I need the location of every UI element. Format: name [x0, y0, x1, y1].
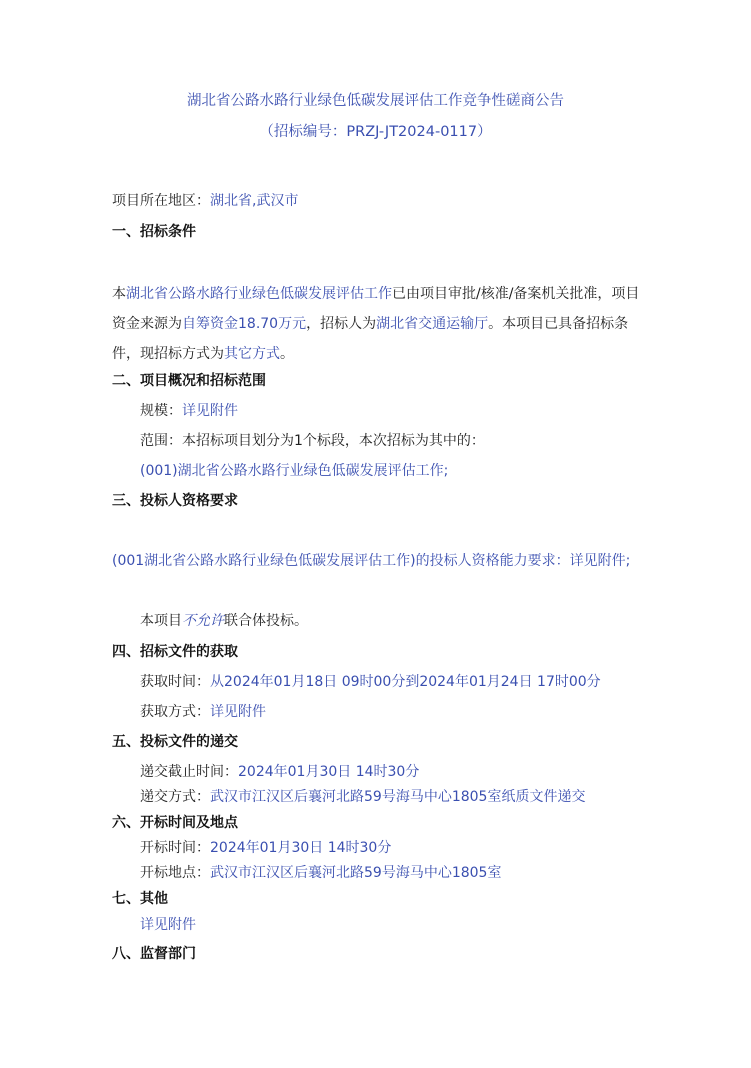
- tenderer: 湖北省交通运输厅: [376, 316, 489, 332]
- opening-time-value: 2024年01月30日 14时30分: [210, 840, 392, 856]
- section-heading-7: 七、其他: [112, 891, 168, 907]
- section-heading-2: 二、项目概况和招标范围: [112, 373, 266, 389]
- deadline-line: [140, 762, 419, 782]
- section-heading-5: 五、投标文件的递交: [112, 734, 238, 750]
- section-heading-1: 一、招标条件: [112, 224, 196, 240]
- region-label: 项目所在地区：: [112, 193, 210, 209]
- scale-line: [140, 401, 238, 421]
- scale-value: 详见附件: [182, 403, 238, 419]
- scope-line: 范围：本招标项目划分为1个标段，本次招标为其中的：: [140, 433, 485, 449]
- field-label: 递交方式：: [140, 789, 210, 805]
- fund-source: 自筹资金18.70万元: [182, 316, 307, 332]
- para-text: ;: [625, 553, 631, 569]
- field-label: 递交截止时间：: [140, 764, 238, 780]
- lot-line: (001)湖北省公路水路行业绿色低碳发展评估工作;: [140, 463, 449, 479]
- acquire-method-line: [140, 702, 266, 722]
- scale-label: 规模：: [140, 403, 182, 419]
- qualification-paragraph: [112, 546, 652, 576]
- project-name: 湖北省公路水路行业绿色低碳发展评估工作: [126, 286, 392, 302]
- para-text: 已由项目审批/核准/备案机关批准，项目资金来源为: [112, 286, 640, 332]
- tender-method: 其它方式: [224, 346, 280, 362]
- para-text: 。: [280, 346, 294, 362]
- qualification-text: (001湖北省公路水路行业绿色低碳发展评估工作)的投标人资格能力要求：: [112, 553, 570, 569]
- submit-method-value: 武汉市江汉区后襄河北路59号海马中心1805室纸质文件递交: [210, 789, 586, 805]
- qualification-value: 详见附件: [569, 553, 626, 569]
- para-text: 。本项目已具备招标条件，现招标方式为: [112, 316, 629, 362]
- document-title: 湖北省公路水路行业绿色低碳发展评估工作竞争性磋商公告: [187, 93, 564, 109]
- bid-number: （招标编号：PRZJ-JT2024-0117）: [259, 124, 492, 140]
- acquire-time-value: 从2024年01月18日 09时00分到2024年01月24日 17时00分: [210, 674, 601, 690]
- other-value: 详见附件: [140, 917, 196, 933]
- joint-bid-value: 不允许: [182, 613, 224, 629]
- section-heading-6: 六、开标时间及地点: [112, 815, 238, 831]
- para-text: ，招标人为: [306, 316, 377, 332]
- acquire-time-line: [140, 672, 601, 692]
- region-value: 湖北省,武汉市: [210, 193, 299, 209]
- section-heading-8: 八、监督部门: [112, 946, 196, 962]
- para-text: 联合体投标。: [224, 613, 308, 629]
- para-text: 本项目: [140, 613, 182, 629]
- submit-method-line: [140, 787, 585, 807]
- opening-place-line: [140, 863, 501, 883]
- acquire-method-value: 详见附件: [210, 704, 266, 720]
- opening-place-value: 武汉市江汉区后襄河北路59号海马中心1805室: [210, 865, 502, 881]
- joint-bid-line: [140, 611, 308, 631]
- field-label: 开标时间：: [140, 840, 210, 856]
- field-label: 获取方式：: [140, 704, 210, 720]
- para-text: 本: [112, 286, 126, 302]
- field-label: 获取时间：: [140, 674, 210, 690]
- tender-conditions-paragraph: [112, 279, 652, 369]
- region-line: [112, 191, 298, 211]
- opening-time-line: [140, 838, 391, 858]
- deadline-value: 2024年01月30日 14时30分: [238, 764, 420, 780]
- section-heading-3: 三、投标人资格要求: [112, 493, 238, 509]
- section-heading-4: 四、招标文件的获取: [112, 644, 238, 660]
- field-label: 开标地点：: [140, 865, 210, 881]
